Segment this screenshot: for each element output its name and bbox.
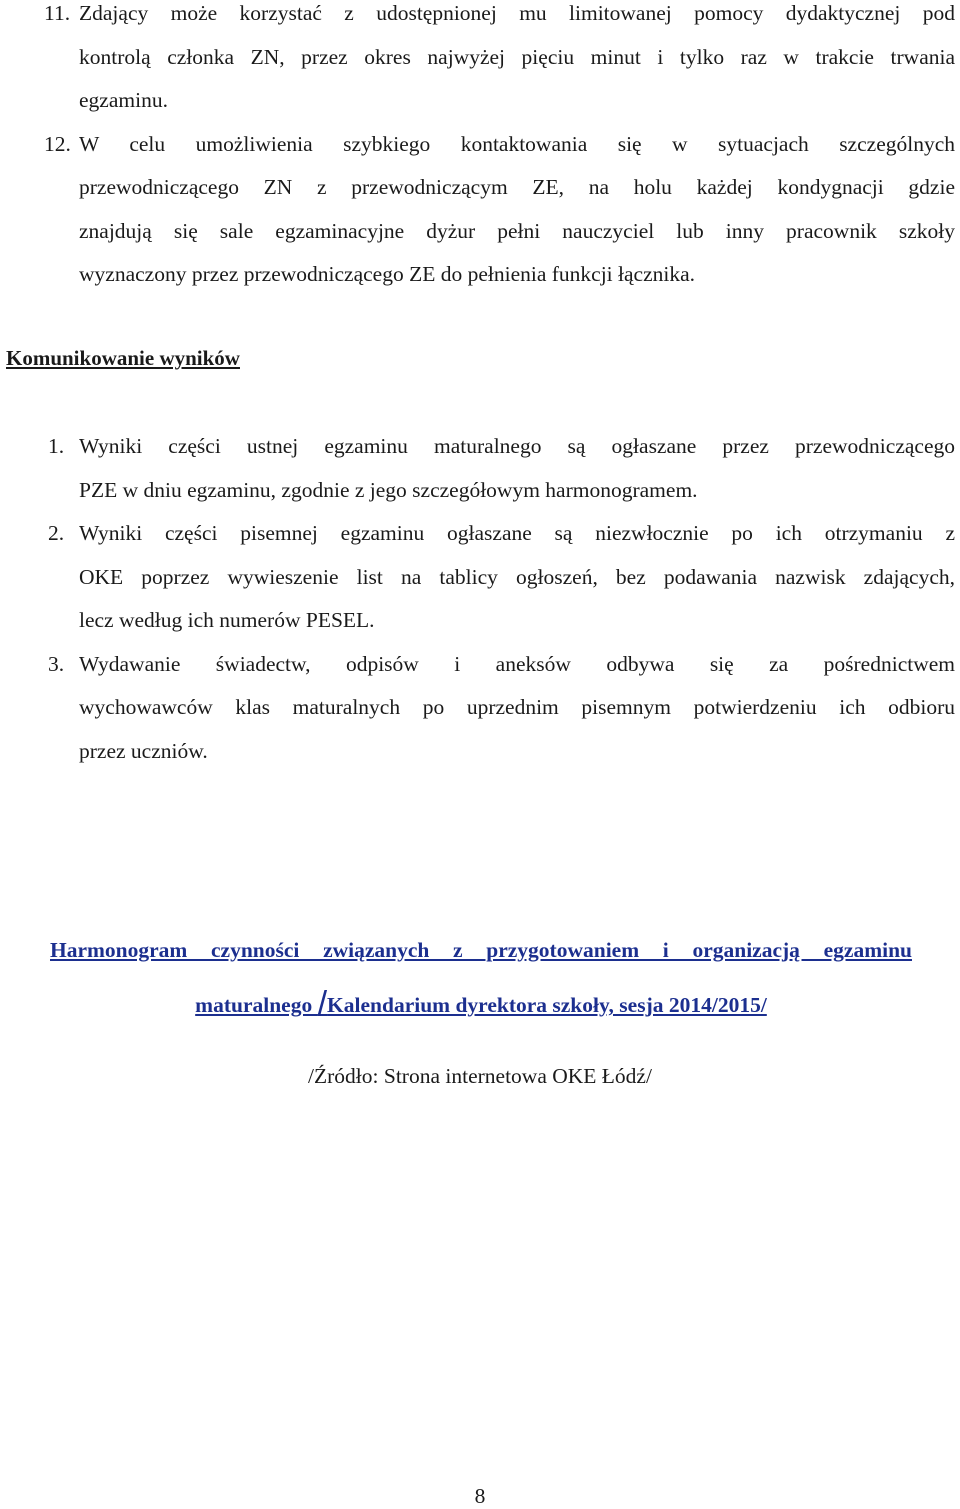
- list-item-number: 1.: [48, 434, 65, 458]
- page-number: 8: [474, 1484, 486, 1508]
- list-item-2: [0, 512, 960, 643]
- numbered-list-top: [0, 0, 960, 297]
- list-item-line: Wyniki części pisemnej egzaminu ogłaszane są niezwłocznie po ich otrzymaniu z: [79, 521, 955, 545]
- list-item-number: 12.: [44, 131, 71, 156]
- list-item-line: egzaminu.: [79, 88, 168, 112]
- list-item-line: Zdający może korzystać z udostępnionej mu limitowanej pomocy dydaktycznej pod: [79, 1, 955, 25]
- list-item-11: [0, 0, 960, 123]
- list-item-line: przewodniczącego ZN z przewodniczącym ZE, na holu każdej kondygnacji gdzie: [79, 175, 955, 199]
- source-note: /Źródło: Strona internetowa OKE Łódź/: [308, 1064, 652, 1088]
- list-item-line: przez uczniów.: [79, 738, 208, 763]
- list-item-line: Wydawanie świadectw, odpisów i aneksów odbywa się za pośrednictwem: [79, 651, 955, 676]
- list-item-3: [0, 643, 960, 774]
- list-item-line: kontrolą członka ZN, przez okres najwyżej pięciu minut i tylko raz w trakcie trwania: [79, 44, 955, 69]
- harmonogram-link-line2[interactable]: [50, 985, 912, 1024]
- section-heading: Komunikowanie wyników: [6, 346, 240, 370]
- list-item-12: [0, 123, 960, 297]
- list-item-number: 3.: [48, 651, 65, 676]
- list-item-line: Wyniki części ustnej egzaminu maturalnego są ogłaszane przez przewodniczącego: [79, 434, 955, 458]
- slash-glyph: /: [317, 985, 328, 1023]
- list-item-number: 2.: [48, 521, 65, 545]
- harmonogram-link-text: maturalnego: [195, 993, 318, 1017]
- harmonogram-link-text: Kalendarium dyrektora szkoły, sesja 2014/2015/: [327, 993, 767, 1017]
- list-item-line: znajdują się sale egzaminacyjne dyżur pełni nauczyciel lub inny pracownik szkoły: [79, 218, 955, 243]
- list-item-line: lecz według ich numerów PESEL.: [79, 608, 375, 632]
- list-item-1: [0, 425, 960, 512]
- list-item-number: 11.: [44, 1, 71, 25]
- list-item-line: wyznaczony przez przewodniczącego ZE do pełnienia funkcji łącznika.: [79, 262, 696, 286]
- harmonogram-link-line1[interactable]: Harmonogram czynności związanych z przygotowaniem i organizacją egzaminu: [50, 938, 912, 962]
- numbered-list-results: [0, 425, 960, 773]
- list-item-line: PZE w dniu egzaminu, zgodnie z jego szczegółowym harmonogramem.: [79, 477, 698, 502]
- list-item-line: W celu umożliwienia szybkiego kontaktowania się w sytuacjach szczególnych: [79, 131, 955, 156]
- list-item-line: wychowawców klas maturalnych po uprzednim pisemnym potwierdzeniu ich odbioru: [79, 695, 955, 719]
- list-item-line: OKE poprzez wywieszenie list na tablicy ogłoszeń, bez podawania nazwisk zdających,: [79, 564, 955, 589]
